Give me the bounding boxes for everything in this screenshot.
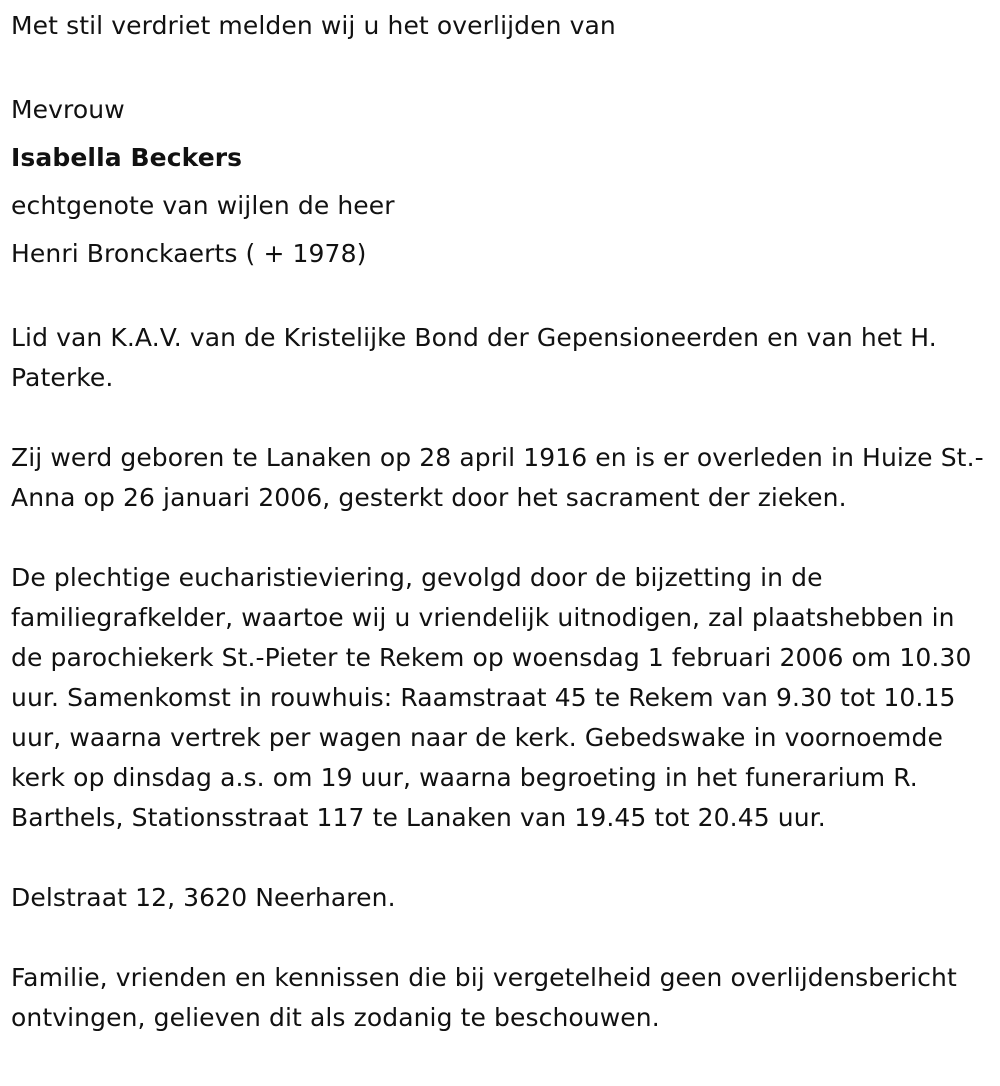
closing-text: Familie, vrienden en kennissen die bij vergetelheid geen overlijdensbericht ontvingen, gelieven dit als zodanig te beschouwen. bbox=[11, 963, 957, 1032]
address-text: Delstraat 12, 3620 Neerharen. bbox=[11, 883, 396, 912]
deceased-name: Isabella Beckers bbox=[11, 143, 243, 172]
spouse-name: Henri Bronckaerts ( + 1978) bbox=[11, 239, 367, 268]
spouse-relation: echtgenote van wijlen de heer bbox=[11, 191, 395, 220]
ceremony-text: De plechtige eucharistieviering, gevolgd door de bijzetting in de familiegrafkelder, waartoe wij u vriendelijk uitnodigen, zal plaatshebben in de parochiekerk St.-Pieter te Rekem op woensdag 1 februari 2006 om 10.30 uur. Samenkomst in rouwhuis: Raamstraat 45 te Rekem van 9.30 tot 10.15 uur, waarna vertrek per wagen naar de kerk. Gebedswake in voornoemde kerk op dinsdag a.s. om 19 uur, waarna begroeting in het funerarium R. Barthels, Stationsstraat 117 te Lanaken van 19.45 tot 20.45 uur. bbox=[11, 563, 972, 832]
membership-text: Lid van K.A.V. van de Kristelijke Bond der Gepensioneerden en van het H. Paterke. bbox=[11, 323, 937, 392]
obituary-notice bbox=[11, 6, 993, 1038]
deceased-block bbox=[11, 86, 993, 278]
birth-death-text: Zij werd geboren te Lanaken op 28 april 1916 en is er overleden in Huize St.-Anna op 26 januari 2006, gesterkt door het sacrament der zieken. bbox=[11, 443, 984, 512]
intro-text: Met stil verdriet melden wij u het overlijden van bbox=[11, 11, 616, 40]
salutation: Mevrouw bbox=[11, 95, 125, 124]
